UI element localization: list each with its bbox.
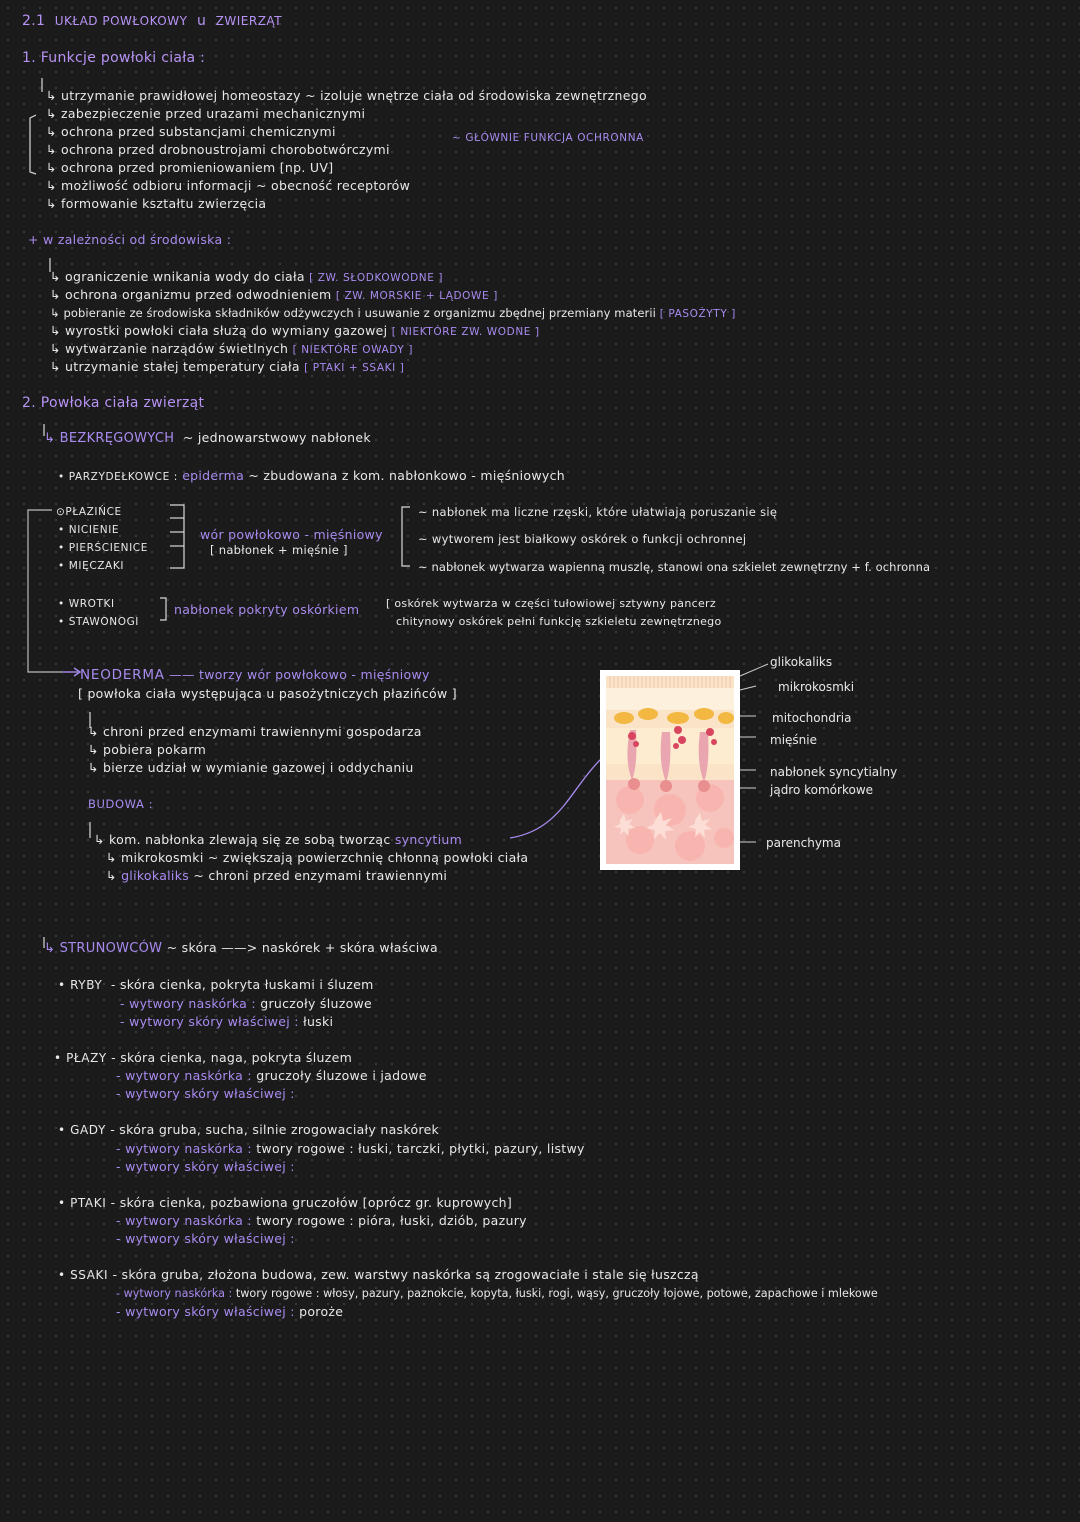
neoderma-item-3: ↳ bierze udział w wymianie gazowej i oddychaniu <box>88 760 414 775</box>
label-cell-nucleus: jądro komórkowe <box>770 783 874 797</box>
mammals-dermis: - wytwory skóry właściwej : poroże <box>116 1304 344 1319</box>
group-item-4: • MIĘCZAKI <box>58 560 125 572</box>
function-item-5: ↳ ochrona przed promieniowaniem [np. UV] <box>46 160 334 175</box>
env-item-6: ↳ utrzymanie stałej temperatury ciała [ PTAKI + SSAKI ] <box>50 359 405 374</box>
function-item-6: ↳ możliwość odbioru informacji ~ obecność receptorów <box>46 178 411 193</box>
group2-item-1: • WROTKI <box>58 598 115 610</box>
function-item-3: ↳ ochrona przed substancjami chemicznymi <box>46 124 336 139</box>
structure-item-1: ↳ kom. nabłonka zlewają się ze sobą tworząc syncytium <box>94 832 463 847</box>
env-item-5: ↳ wytwarzanie narządów świetlnych [ NIEKTÓRE OWADY ] <box>50 341 414 356</box>
reptiles-epidermis: - wytwory naskórka : twory rogowe : łuski, tarczki, płytki, pazury, listwy <box>116 1141 585 1156</box>
birds-dermis: - wytwory skóry właściwej : <box>116 1231 295 1246</box>
env-item-2: ↳ ochrona organizmu przed odwodnieniem [ ZW. MORSKIE + LĄDOWE ] <box>50 287 498 302</box>
muscle-sac-note-1: ~ nabłonek ma liczne rzęski, które ułatwiają poruszanie się <box>418 505 778 519</box>
birds-epidermis: - wytwory naskórka : twory rogowe : pióra, łuski, dziób, pazury <box>116 1213 527 1228</box>
muscle-sac-label: wór powłokowo - mięśniowy <box>200 527 383 542</box>
function-item-1: ↳ utrzymanie prawidłowej homeostazy ~ izoluje wnętrze ciała od środowiska zewnętrznego <box>46 88 647 103</box>
cnidaria-line: • PARZYDEŁKOWCE : epiderma ~ zbudowana z kom. nabłonkowo - mięśniowych <box>58 468 565 483</box>
amphibians-dermis: - wytwory skóry właściwej : <box>116 1086 295 1101</box>
cuticle-label: nabłonek pokryty oskórkiem <box>174 602 360 617</box>
group-item-3: • PIERŚCIENICE <box>58 542 148 554</box>
reptiles-dermis: - wytwory skóry właściwej : <box>116 1159 295 1174</box>
label-mitochondria: mitochondria <box>772 711 852 725</box>
fish-dermis: - wytwory skóry właściwej : łuski <box>120 1014 334 1029</box>
group-birds: • PTAKI - skóra cienka, pozbawiona gruczołów [oprócz gr. kuprowych] <box>58 1195 513 1210</box>
label-parenchyma: parenchyma <box>766 836 841 850</box>
section-1-heading: 1. Funkcje powłoki ciała : <box>22 50 206 66</box>
function-item-2: ↳ zabezpieczenie przed urazami mechanicznymi <box>46 106 366 121</box>
cuticle-note-1: [ oskórek wytwarza w części tułowiowej sztywny pancerz <box>386 597 716 610</box>
amphibians-epidermis: - wytwory naskórka : gruczoły śluzowe i jadowe <box>116 1068 427 1083</box>
label-microvilli: mikrokosmki <box>778 680 855 694</box>
neoderma-line: NEODERMA —— tworzy wór powłokowo - mięśniowy <box>80 667 430 683</box>
fish-epidermis: - wytwory naskórka : gruczoły śluzowe <box>120 996 373 1011</box>
function-item-4: ↳ ochrona przed drobnoustrojami chorobotwórczymi <box>46 142 390 157</box>
neoderma-diagram <box>600 670 740 870</box>
structure-heading: BUDOWA : <box>88 797 154 811</box>
group-fish: • RYBY - skóra cienka, pokryta łuskami i śluzem <box>58 977 374 992</box>
group-item-1: ⊙PŁAZIŃCE <box>56 506 122 518</box>
neoderma-sub: [ powłoka ciała występująca u pasożytniczych płazińców ] <box>78 686 457 701</box>
chordates-line: ↳ STRUNOWCÓW ~ skóra ——> naskórek + skóra właściwa <box>44 940 438 956</box>
structure-item-2: ↳ mikrokosmki ~ zwiększają powierzchnię chłonną powłoki ciała <box>106 850 529 865</box>
group-amphibians: • PŁAZY - skóra cienka, naga, pokryta śluzem <box>54 1050 353 1065</box>
cuticle-note-2: chitynowy oskórek pełni funkcję szkieletu zewnętrznego <box>396 615 722 628</box>
environment-heading: + w zależności od środowiska : <box>28 232 232 247</box>
env-item-4: ↳ wyrostki powłoki ciała służą do wymiany gazowej [ NIEKTÓRE ZW. WODNE ] <box>50 323 540 338</box>
invertebrates-line: ↳ BEZKRĘGOWYCH ~ jednowarstwowy nabłonek <box>44 430 371 446</box>
neoderma-item-1: ↳ chroni przed enzymami trawiennymi gospodarza <box>88 724 422 739</box>
group-mammals: • SSAKI - skóra gruba, złożona budowa, zew. warstwy naskórka są zrogowaciałe i stale się łuszczą <box>58 1267 699 1282</box>
group-reptiles: • GADY - skóra gruba, sucha, silnie zrogowaciały naskórek <box>58 1122 440 1137</box>
group2-item-2: • STAWONOGI <box>58 616 140 628</box>
function-item-7: ↳ formowanie kształtu zwierzęcia <box>46 196 267 211</box>
muscle-sac-sub: [ nabłonek + mięśnie ] <box>210 543 348 557</box>
muscle-sac-note-2: ~ wytworem jest białkowy oskórek o funkcji ochronnej <box>418 532 747 546</box>
env-item-3: ↳ pobieranie ze środowiska składników odżywczych i usuwanie z organizmu zbędnej przemiany materii [ PASOŻYTY ] <box>50 306 736 320</box>
page-title: 2.1 UKŁAD POWŁOKOWY u ZWIERZĄT <box>22 13 283 29</box>
main-function-note: ~ GŁÓWNIE FUNKCJA OCHRONNA <box>452 132 644 144</box>
label-syncytial-epithelium: nabłonek syncytialny <box>770 765 898 779</box>
mammals-epidermis: - wytwory naskórka : twory rogowe : włosy, pazury, paznokcie, kopyta, łuski, rogi, wąsy, gruczoły łojowe, potowe, zapachowe i mlekowe <box>116 1287 878 1300</box>
neoderma-item-2: ↳ pobiera pokarm <box>88 742 207 757</box>
label-glycocalyx: glikokaliks <box>770 655 833 669</box>
group-item-2: • NICIENIE <box>58 524 120 536</box>
structure-item-3: ↳ glikokaliks ~ chroni przed enzymami trawiennymi <box>106 868 448 883</box>
label-muscles: mięśnie <box>770 733 817 747</box>
section-2-heading: 2. Powłoka ciała zwierząt <box>22 395 205 411</box>
env-item-1: ↳ ograniczenie wnikania wody do ciała [ ZW. SŁODKOWODNE ] <box>50 269 444 284</box>
muscle-sac-note-3: ~ nabłonek wytwarza wapienną muszlę, stanowi ona szkielet zewnętrzny + f. ochronna <box>418 560 931 574</box>
